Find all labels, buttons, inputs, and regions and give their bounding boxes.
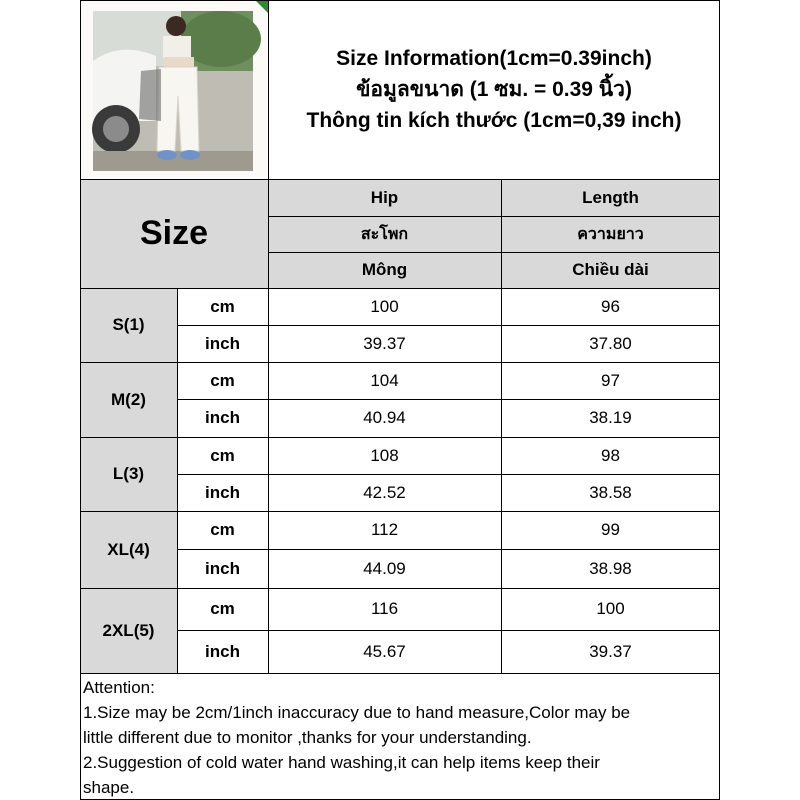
notes-line-1: 1.Size may be 2cm/1inch inaccuracy due to hand measure,Color may be bbox=[83, 703, 631, 722]
size-header-cell bbox=[80, 179, 268, 288]
unit-label-inch: inch bbox=[205, 482, 240, 502]
hip-inch-value: 42.52 bbox=[363, 482, 406, 502]
grid-line bbox=[80, 588, 720, 589]
notes-line-2: 2.Suggestion of cold water hand washing,it can help items keep their bbox=[83, 753, 600, 772]
grid-line bbox=[80, 362, 720, 363]
notes-line-1-continued: little different due to monitor ,thanks for your understanding. bbox=[83, 728, 532, 747]
grid-line bbox=[268, 252, 720, 253]
title-block bbox=[268, 0, 720, 179]
length-inch-value: 38.58 bbox=[589, 482, 632, 502]
length-cm-value: 99 bbox=[601, 520, 620, 539]
grid-line bbox=[80, 288, 720, 289]
notes-line-2-continued: shape. bbox=[83, 778, 135, 797]
hip-header-th: สะโพก bbox=[268, 216, 501, 252]
hip-inch-value: 40.94 bbox=[363, 408, 406, 427]
grid-line bbox=[177, 325, 720, 326]
grid-line bbox=[80, 511, 720, 512]
title-vietnamese: Thông tin kích thước (1cm=0,39 inch) bbox=[306, 109, 682, 132]
title-thai: ข้อมูลขนาด (1 ซม. = 0.39 นิ้ว) bbox=[356, 78, 632, 101]
unit-label-cm: cm bbox=[210, 520, 235, 539]
grid-line bbox=[177, 399, 720, 400]
grid-line bbox=[501, 179, 502, 673]
length-inch-value: 38.98 bbox=[589, 558, 632, 578]
grid-line bbox=[80, 0, 720, 1]
length-cm-value: 96 bbox=[601, 296, 620, 316]
size-header-label: Size bbox=[139, 214, 209, 252]
length-header-vi: Chiều dài bbox=[501, 252, 720, 288]
unit-label-inch: inch bbox=[205, 558, 240, 578]
grid-line bbox=[80, 437, 720, 438]
hip-inch-value: 39.37 bbox=[363, 333, 406, 353]
hip-cm-value: 100 bbox=[370, 296, 399, 316]
grid-line bbox=[177, 549, 720, 550]
product-photo bbox=[81, 1, 267, 178]
grid-line bbox=[719, 0, 720, 800]
unit-label-inch: inch bbox=[205, 641, 240, 661]
grid-line bbox=[268, 216, 720, 217]
size-label-l: L(3) bbox=[80, 437, 177, 511]
unit-label-cm: cm bbox=[210, 599, 235, 618]
length-cm-value: 97 bbox=[601, 370, 620, 390]
hip-header-vi: Mông bbox=[268, 252, 501, 288]
grid-line bbox=[177, 288, 178, 673]
grid-line bbox=[80, 179, 720, 180]
size-label-2xl: 2XL(5) bbox=[80, 588, 177, 673]
attention-notes bbox=[83, 675, 717, 800]
hip-cm-value: 108 bbox=[370, 445, 399, 465]
length-header-en: Length bbox=[501, 179, 720, 216]
grid-line bbox=[177, 474, 720, 475]
length-inch-value: 39.37 bbox=[589, 641, 632, 661]
hip-cm-value: 112 bbox=[370, 520, 399, 539]
hip-header-en: Hip bbox=[268, 179, 501, 216]
size-chart bbox=[80, 0, 720, 800]
size-label-xl: XL(4) bbox=[80, 511, 177, 588]
hip-inch-value: 45.67 bbox=[363, 641, 406, 661]
grid-line bbox=[177, 630, 720, 631]
unit-label-cm: cm bbox=[210, 370, 235, 390]
unit-label-inch: inch bbox=[205, 333, 240, 353]
size-label-m: M(2) bbox=[80, 362, 177, 437]
length-header-th: ความยาว bbox=[501, 216, 720, 252]
unit-label-cm: cm bbox=[210, 296, 235, 316]
length-cm-value: 100 bbox=[596, 599, 625, 618]
length-cm-value: 98 bbox=[601, 445, 620, 465]
hip-cm-value: 116 bbox=[370, 599, 399, 618]
corner-marker-icon bbox=[256, 1, 268, 13]
length-inch-value: 37.80 bbox=[589, 333, 632, 353]
hip-cm-value: 104 bbox=[370, 370, 399, 390]
hip-inch-value: 44.09 bbox=[363, 558, 406, 578]
product-photo-image bbox=[81, 1, 267, 178]
unit-label-inch: inch bbox=[205, 408, 240, 427]
grid-line bbox=[268, 0, 269, 673]
length-inch-value: 38.19 bbox=[589, 408, 632, 427]
notes-heading: Attention: bbox=[83, 678, 155, 697]
grid-line bbox=[80, 673, 720, 674]
title-english: Size Information(1cm=0.39inch) bbox=[336, 47, 652, 70]
unit-label-cm: cm bbox=[210, 445, 235, 465]
grid-line bbox=[80, 0, 81, 800]
size-label-s: S(1) bbox=[80, 288, 177, 362]
